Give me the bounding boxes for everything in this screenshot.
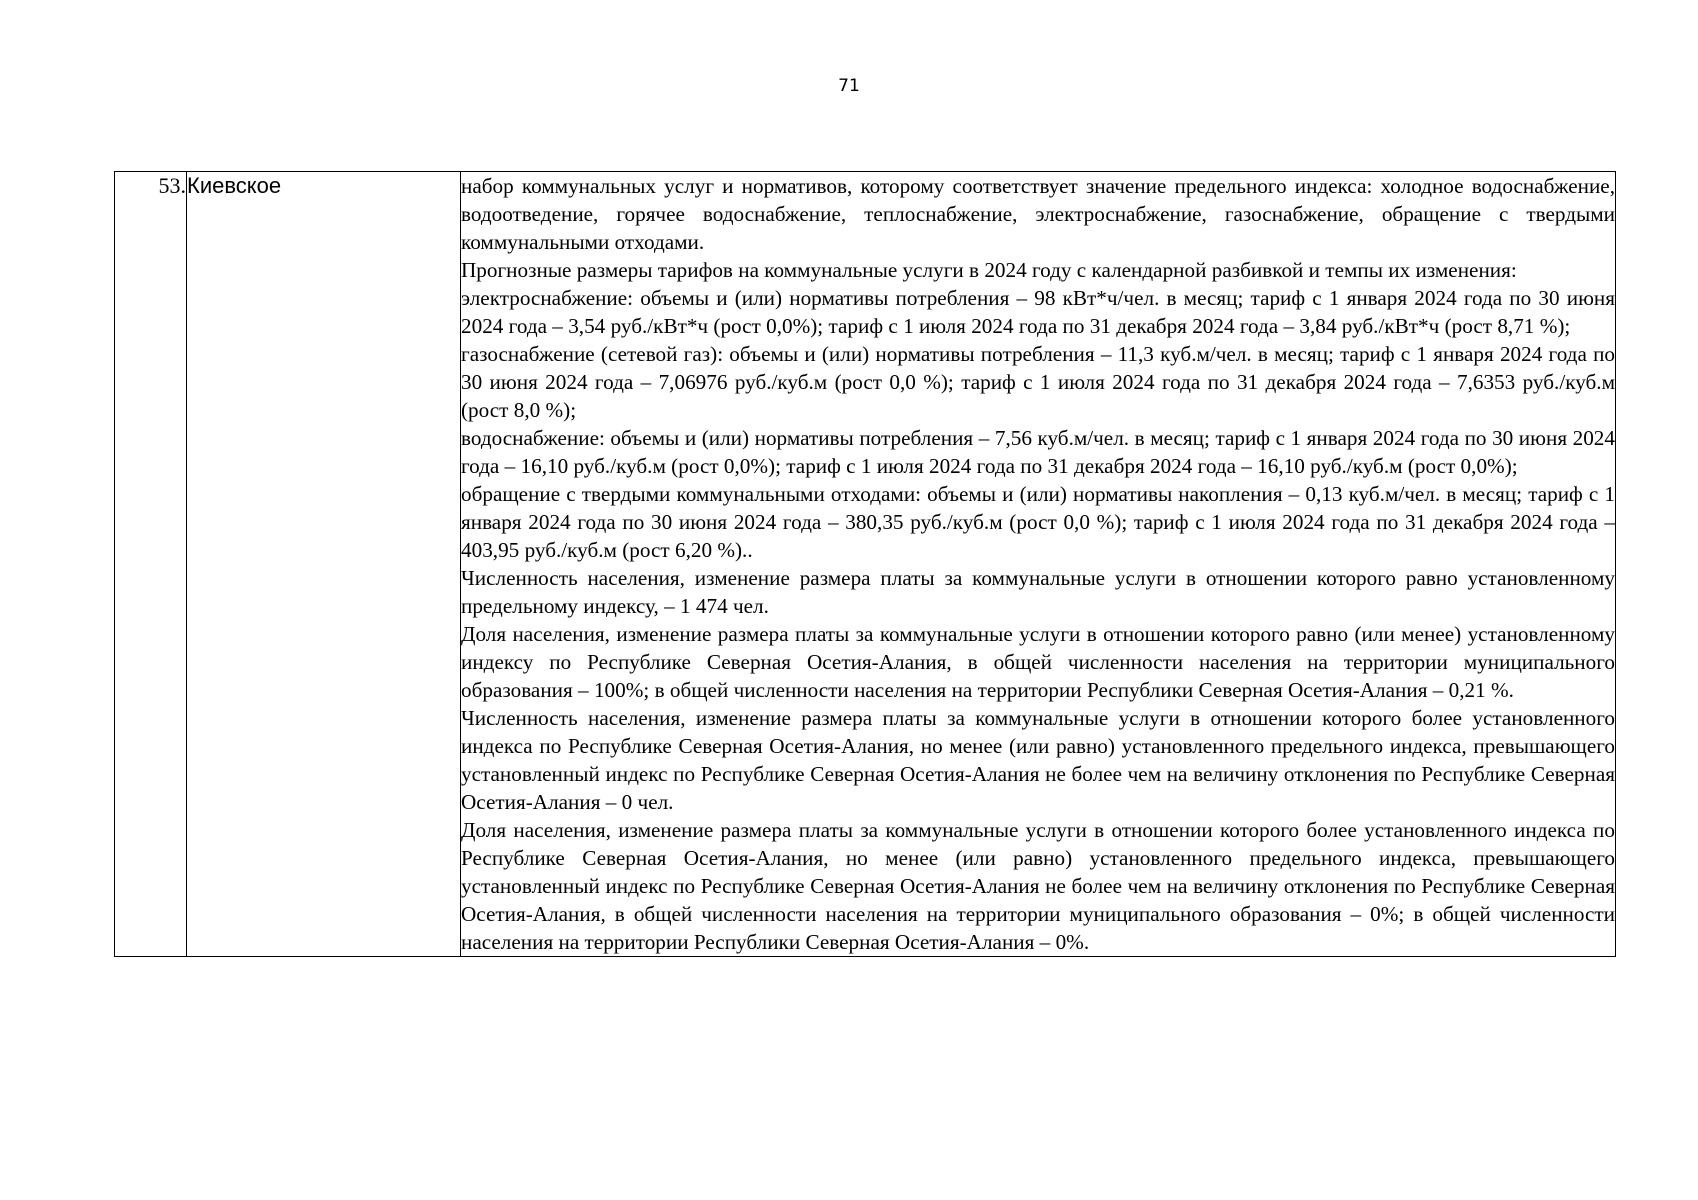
page-number: 71 [838, 76, 860, 96]
municipality-name: Киевское [187, 172, 461, 957]
paragraph-electricity: электроснабжение: объемы и (или) нормативы потребления – 98 кВт*ч/чел. в месяц; тариф с 1 января 2024 года по 30 июня 2024 года – 3,54 руб./кВт*ч (рост 0,0%); тариф с 1 июля 2024 года по 31 декабря 2024 года – 3,84 руб./кВт*ч (рост 8,71 %); [461, 286, 1615, 338]
paragraph-solid-waste: обращение с твердыми коммунальными отходами: объемы и (или) нормативы накопления – 0,13 куб.м/чел. в месяц; тариф с 1 января 2024 года по 30 июня 2024 года – 380,35 руб./куб.м (рост 0,0 %); тариф с 1 июля 2024 года по 31 декабря 2024 года – 403,95 руб./куб.м (рост 6,20 %).. [461, 482, 1615, 562]
paragraph-population-share-equal: Доля населения, изменение размера платы за коммунальные услуги в отношении которого равно (или менее) установленному индексу по Республике Северная Осетия-Алания, в общей численности населения на территории муниципального образования – 100%; в общей численности населения на территории Республики Северная Осетия-Алания – 0,21 %. [461, 622, 1615, 702]
paragraph-water: водоснабжение: объемы и (или) нормативы потребления – 7,56 куб.м/чел. в месяц; тариф с 1 января 2024 года по 30 июня 2024 года – 16,10 руб./куб.м (рост 0,0%); тариф с 1 июля 2024 года по 31 декабря 2024 года – 16,10 руб./куб.м (рост 0,0%); [461, 426, 1615, 478]
row-number: 53. [115, 172, 187, 957]
paragraph-population-count-equal: Численность населения, изменение размера платы за коммунальные услуги в отношении которого равно установленному предельному индексу, – 1 474 чел. [461, 566, 1615, 618]
tariff-description [461, 172, 1616, 957]
paragraph-population-share-above: Доля населения, изменение размера платы за коммунальные услуги в отношении которого более установленного индекса по Республике Северная Осетия-Алания, но менее (или равно) установленного предельного индекса, превышающего установленный индекс по Республике Северная Осетия-Алания не более чем на величину отклонения по Республике Северная Осетия-Алания, в общей численности населения на территории муниципального образования – 0%; в общей численности населения на территории Республики Северная Осетия-Алания – 0%. [461, 818, 1615, 954]
paragraph-gas: газоснабжение (сетевой газ): объемы и (или) нормативы потребления – 11,3 куб.м/чел. в месяц; тариф с 1 января 2024 года по 30 июня 2024 года – 7,06976 руб./куб.м (рост 0,0 %); тариф с 1 июля 2024 года по 31 декабря 2024 года – 7,6353 руб./куб.м (рост 8,0 %); [461, 342, 1615, 422]
paragraph-services-set: набор коммунальных услуг и нормативов, которому соответствует значение предельного индекса: холодное водоснабжение, водоотведение, горячее водоснабжение, теплоснабжение, электроснабжение, газоснабжение, обращение с твердыми коммунальными отходами. [461, 174, 1615, 254]
paragraph-tariff-forecast-intro: Прогнозные размеры тарифов на коммунальные услуги в 2024 году с календарной разбивкой и темпы их изменения: [461, 258, 1517, 282]
table-row [115, 172, 1616, 957]
municipality-table [114, 171, 1616, 957]
paragraph-population-count-above: Численность населения, изменение размера платы за коммунальные услуги в отношении которого более установленного индекса по Республике Северная Осетия-Алания, но менее (или равно) установленного предельного индекса, превышающего установленный индекс по Республике Северная Осетия-Алания не более чем на величину отклонения по Республике Северная Осетия-Алания – 0 чел. [461, 706, 1615, 814]
